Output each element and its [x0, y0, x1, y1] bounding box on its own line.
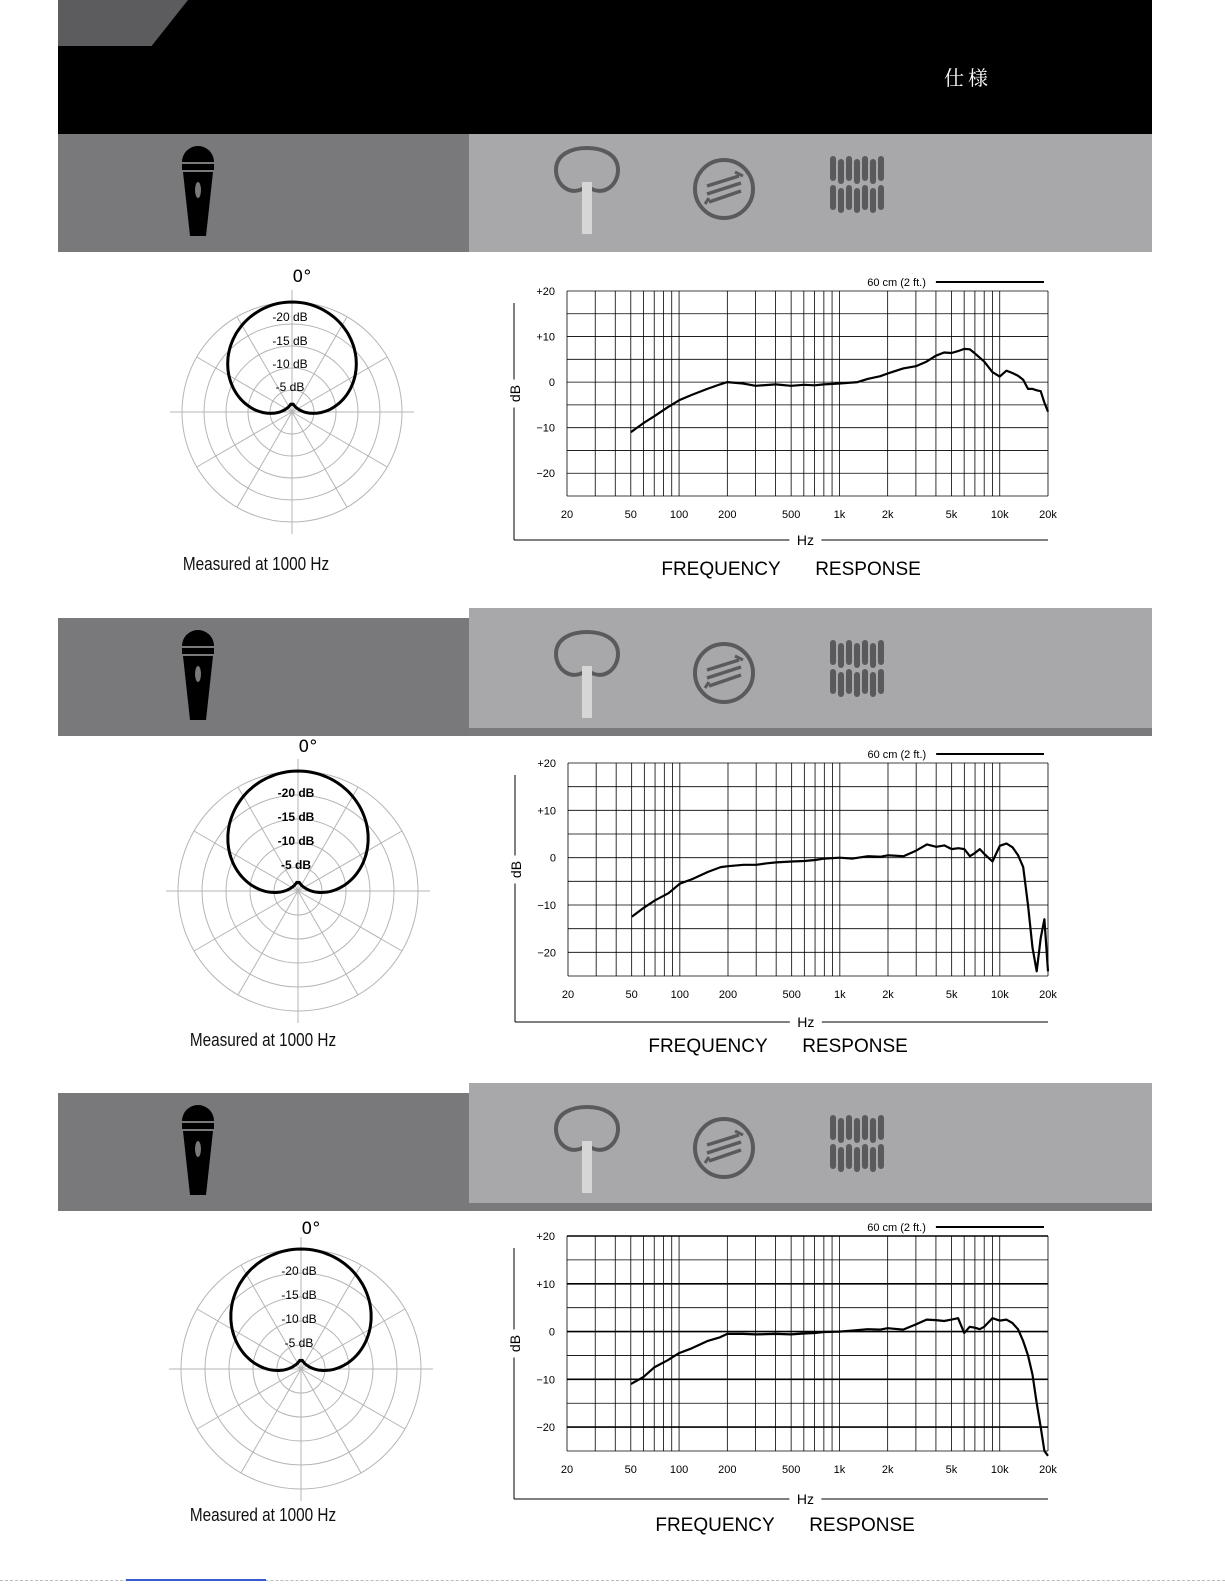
- x-tick-label: 1k: [833, 509, 846, 521]
- polar-spoke: [197, 412, 292, 467]
- microphone-icon: [178, 630, 218, 730]
- legend-label: 60 cm (2 ft.): [867, 749, 927, 761]
- polar-spoke: [301, 1369, 361, 1473]
- x-tick-label: 5k: [945, 509, 958, 521]
- chart-title-right: RESPONSE: [809, 1515, 915, 1536]
- y-tick-label: −20: [536, 1422, 555, 1435]
- dynamic-cartridge-icon: [691, 156, 757, 222]
- y-tick-label: +20: [536, 1231, 555, 1243]
- band-top-edge: [469, 1083, 1152, 1093]
- polar-spoke: [194, 891, 298, 951]
- x-tick-label: 20k: [1039, 989, 1057, 1001]
- x-tick-label: 2k: [881, 1464, 894, 1476]
- x-tick-label: 10k: [990, 509, 1009, 521]
- y-axis-label: dB: [507, 1334, 523, 1353]
- y-tick-label: −10: [536, 422, 555, 435]
- band-bottom-edge: [469, 1203, 1152, 1211]
- polar-ring-label: -20 dB: [272, 310, 308, 324]
- polar-ring-label: -20 dB: [281, 1264, 317, 1278]
- x-tick-label: 100: [669, 509, 689, 521]
- frequency-response-chart: [500, 270, 1070, 585]
- band-left-panel: [58, 618, 469, 736]
- y-tick-label: 0: [549, 852, 556, 865]
- page-title: 仕様: [944, 66, 992, 90]
- polar-caption: Measured at 1000 Hz: [189, 1505, 337, 1525]
- x-tick-label: 50: [624, 509, 637, 521]
- polar-pattern-chart: [142, 252, 442, 572]
- x-tick-label: 20: [561, 989, 575, 1001]
- microphone-icon: [178, 146, 218, 246]
- y-tick-label: −10: [536, 1374, 555, 1387]
- cardioid-pattern-icon: [552, 630, 622, 720]
- polar-angle-label: 0°: [301, 1219, 321, 1239]
- polar-angle-label: 0°: [292, 267, 312, 287]
- polar-caption: Measured at 1000 Hz: [182, 554, 330, 574]
- x-tick-label: 500: [781, 1464, 801, 1476]
- polar-caption: Measured at 1000 Hz: [189, 1030, 337, 1050]
- y-tick-label: 0: [548, 377, 555, 390]
- polar-ring-label: -20 dB: [277, 786, 315, 800]
- band-left-panel: [58, 1093, 469, 1211]
- polar-spoke: [298, 891, 358, 995]
- y-tick-label: +10: [537, 805, 556, 818]
- x-tick-label: 50: [624, 1464, 637, 1476]
- y-axis-label: dB: [508, 860, 524, 879]
- polar-ring-label: -5 dB: [284, 1336, 314, 1350]
- x-tick-label: 2k: [882, 989, 894, 1001]
- dynamic-cartridge-icon: [691, 1115, 757, 1181]
- x-axis-label: Hz: [796, 532, 814, 548]
- mic-spec-band: [58, 134, 1152, 252]
- polar-spoke: [238, 891, 298, 995]
- cardioid-pattern-icon: [552, 146, 622, 236]
- x-axis-label: Hz: [797, 1014, 815, 1030]
- polar-ring-label: -15 dB: [281, 1288, 317, 1302]
- polar-ring-label: -10 dB: [277, 834, 315, 848]
- polar-spoke: [292, 412, 387, 467]
- x-tick-label: 5k: [945, 1464, 958, 1476]
- polar-ring-label: -15 dB: [277, 810, 315, 824]
- polar-spoke: [197, 1369, 301, 1429]
- header-tab: [58, 0, 188, 46]
- x-tick-label: 200: [718, 509, 737, 521]
- x-tick-label: 5k: [945, 989, 958, 1001]
- polar-ring-label: -5 dB: [281, 858, 311, 872]
- polar-pattern-chart: [148, 731, 448, 1051]
- mic-spec-band: [58, 618, 1152, 736]
- polar-ring-label: -10 dB: [272, 357, 308, 371]
- band-top-edge: [469, 608, 1152, 618]
- x-tick-label: 500: [782, 989, 801, 1001]
- x-tick-label: 10k: [990, 1464, 1009, 1476]
- x-tick-label: 500: [781, 509, 801, 521]
- microphone-icon: [178, 1105, 218, 1205]
- polar-spoke: [301, 1369, 405, 1429]
- x-tick-label: 20k: [1039, 1464, 1057, 1476]
- y-tick-label: +20: [537, 758, 556, 770]
- y-tick-label: +10: [536, 331, 555, 344]
- frequency-response-chart: [500, 1215, 1070, 1541]
- x-tick-label: 100: [669, 1464, 689, 1476]
- y-tick-label: −10: [537, 900, 556, 912]
- footer-link-line: [126, 1579, 266, 1581]
- x-tick-label: 200: [718, 1464, 737, 1476]
- x-tick-label: 20k: [1039, 509, 1057, 521]
- cardioid-pattern-icon: [552, 1105, 622, 1195]
- polar-spoke: [241, 1369, 301, 1473]
- y-tick-label: 0: [548, 1326, 555, 1339]
- polar-ring-label: -15 dB: [272, 334, 308, 348]
- x-tick-label: 200: [718, 989, 738, 1001]
- x-tick-label: 1k: [834, 989, 846, 1001]
- y-tick-label: +10: [536, 1278, 555, 1291]
- grille-icon: [829, 1115, 887, 1175]
- x-tick-label: 20: [560, 509, 574, 521]
- polar-spoke: [298, 891, 402, 951]
- x-tick-label: 10k: [990, 989, 1009, 1001]
- grille-icon: [829, 640, 887, 700]
- dynamic-cartridge-icon: [691, 640, 757, 706]
- legend-label: 60 cm (2 ft.): [867, 1222, 926, 1234]
- band-left-panel: [58, 134, 469, 252]
- chart-title-right: RESPONSE: [802, 1036, 908, 1057]
- polar-spoke: [292, 412, 347, 507]
- mic-spec-band: [58, 1093, 1152, 1211]
- chart-title-right: RESPONSE: [815, 559, 921, 580]
- x-tick-label: 2k: [881, 509, 894, 521]
- page-header: [58, 0, 1152, 134]
- grille-icon: [829, 156, 887, 216]
- y-axis-label: dB: [507, 384, 523, 403]
- chart-title-left: FREQUENCY: [661, 559, 781, 580]
- polar-ring-label: -5 dB: [275, 380, 305, 394]
- x-tick-label: 20: [560, 1464, 574, 1476]
- chart-title-left: FREQUENCY: [648, 1036, 768, 1057]
- polar-angle-label: 0°: [298, 737, 318, 757]
- chart-title-left: FREQUENCY: [655, 1515, 775, 1536]
- y-tick-label: −20: [537, 947, 556, 960]
- band-bottom-edge: [469, 728, 1152, 736]
- legend-label: 60 cm (2 ft.): [867, 277, 926, 289]
- x-tick-label: 1k: [833, 1464, 846, 1476]
- y-tick-label: +20: [536, 286, 555, 298]
- frequency-response-chart: [500, 742, 1070, 1062]
- x-tick-label: 100: [670, 989, 690, 1001]
- polar-pattern-chart: [151, 1209, 451, 1529]
- x-axis-label: Hz: [796, 1491, 814, 1507]
- polar-ring-label: -10 dB: [281, 1312, 317, 1326]
- y-tick-label: −20: [536, 468, 555, 481]
- x-tick-label: 50: [625, 989, 638, 1001]
- polar-spoke: [237, 412, 292, 507]
